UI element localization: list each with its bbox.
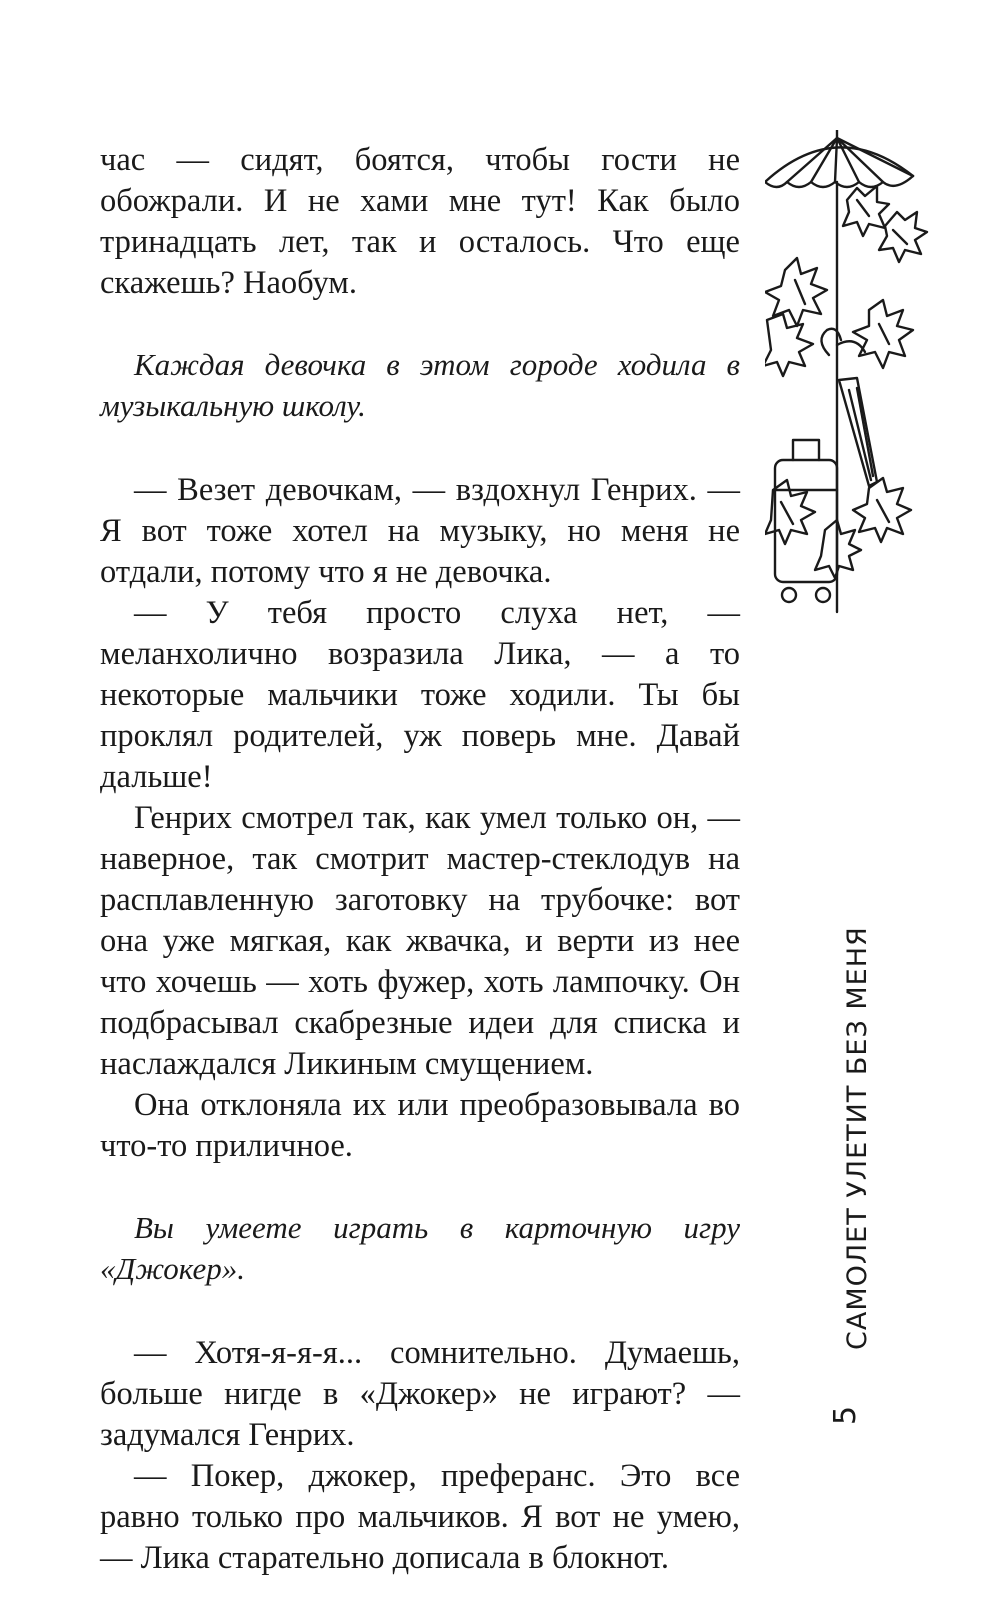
umbrella-suitcase-leaves-icon [765, 130, 965, 640]
paragraph: Генрих смотрел так, как умел только он, — наверное, так смотрит мастер-стеклодув на расплавленную заготовку на трубочке: вот она уже мягкая, как жвачка, и верти из нее что хочешь — хоть фужер, хоть лампочку. Он подбрасывал скабрезные идеи для списка и наслаждался Ликиным смущением. [100, 800, 740, 1082]
page-number: 5 [828, 1405, 863, 1425]
paragraph: — Везет девочкам, — вздохнул Генрих. — Я вот тоже хотел на музыку, но меня не отдали, потому что я не девочка. [100, 472, 740, 590]
paragraph: Она отклоняла их или преобразовывала во что-то приличное. [100, 1087, 740, 1164]
list-item-note: Каждая девочка в этом городе ходила в музыкальную школу. [100, 347, 740, 423]
paragraph-continuation: час — сидят, боятся, чтобы гости не обожрали. И не хами мне тут! Как было тринадцать лет, так и осталось. Что еще скажешь? Наобум. [100, 142, 740, 301]
list-item-note: Вы умеете играть в карточную игру «Джокер». [100, 1210, 740, 1286]
paragraph: — Покер, джокер, преферанс. Это все равно только про мальчиков. Я вот не умею, — Лика старательно дописала в блокнот. [100, 1458, 740, 1576]
body-text [100, 140, 740, 1579]
running-title: САМОЛЕТ УЛЕТИТ БЕЗ МЕНЯ [842, 926, 873, 1350]
paragraph: — Хотя-я-я-я... сомнительно. Думаешь, больше нигде в «Джокер» не играют? — задумался Генрих. [100, 1335, 740, 1453]
paragraph: — У тебя просто слуха нет, — меланхолично возразила Лика, — а то некоторые мальчики тоже ходили. Ты бы проклял родителей, уж поверь мне. Давай дальше! [100, 595, 740, 795]
